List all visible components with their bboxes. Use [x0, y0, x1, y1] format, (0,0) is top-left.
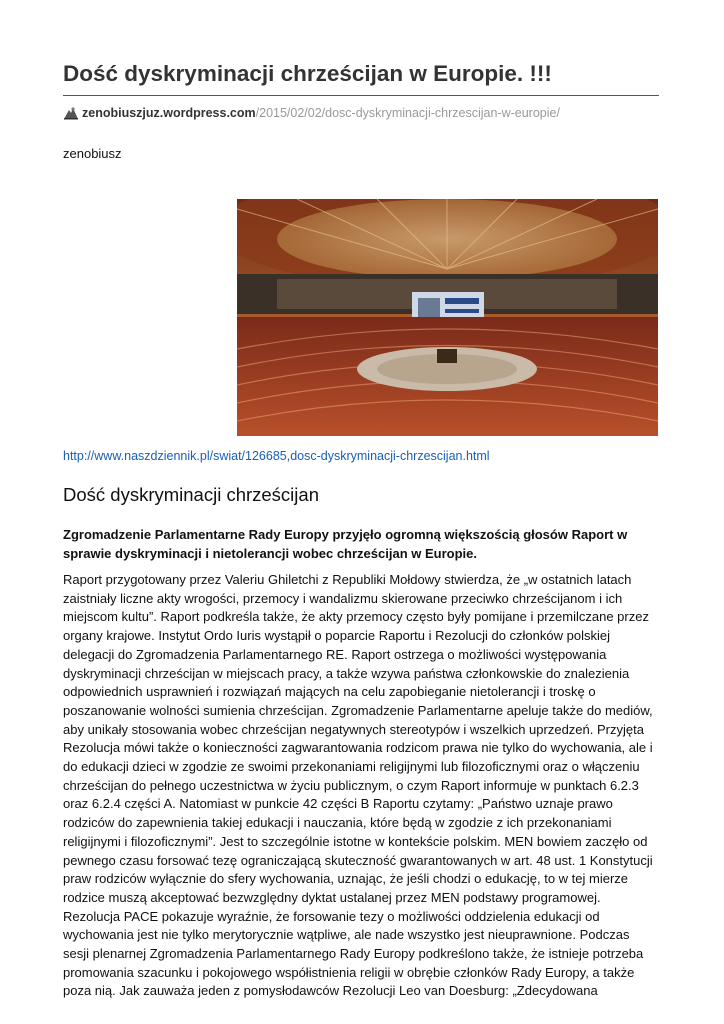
source-path[interactable]: /2015/02/02/dosc-dyskryminacji-chrzescijan-w-europie/ [255, 106, 560, 120]
article-body: Raport przygotowany przez Valeriu Ghiletchi z Republiki Mołdowy stwierdza, że „w ostatnich latach zaistniały liczne akty wrogości, przemocy i wandalizmu skierowane przeciwko chrześcijanom i ich miejscom kultu”. Raport podkreśla także, że akty przemocy często były pomijane i przemilczane przez organy krajowe. Instytut Ordo Iuris wystąpił o poparcie Raportu i Rezolucji do członków polskiej delegacji do Zgromadzenia Parlamentarnego RE. Raport ostrzega o możliwości występowania dyskryminacji chrześcijan w miejscach pracy, a także wzywa państwa członkowskie do znalezienia odpowiednich usprawnień i rozwiązań mających na celu zapobieganie nietolerancji i troskę o poszanowanie wolności sumienia chrześcijan. Zgromadzenie Parlamentarne apeluje także do mediów, aby unikały stosowania wobec chrześcijan negatywnych stereotypów i wszelkich uprzedzeń. Przyjęta Rezolucja mówi także o konieczności zagwarantowania rodzicom prawa nie tylko do wychowania, ale i do edukacji dzieci w zgodzie ze swoimi przekonaniami religijnymi lub filozoficznymi oraz o włączeniu chrześcijan do pełnego uczestnictwa w życiu publicznym, o czym Raport informuje w punktach 6.2.3 oraz 6.2.4 części A. Natomiast w punkcie 42 części B Raportu czytamy: „Państwo uznaje prawo rodziców do zapewnienia takiej edukacji i nauczania, które będą w zgodzie z ich przekonaniami religijnymi i filozoficznymi”. Jest to szczególnie istotne w kontekście polskim. MEN bowiem zaczęło od pewnego czasu forsować tezę ograniczającą skuteczność gwarantowanych w art. 48 ust. 1 Konstytucji praw rodziców wyłącznie do sfery wychowania, uznając, że jeśli chodzi o edukację, to w tej mierze rodzice muszą akceptować bezwzględny dyktat ustalanej przez MEN podstawy programowej. Rezolucja PACE pokazuje wyraźnie, że forsowanie tezy o możliwości oddzielenia edukacji od wychowania jest nie tylko merytorycznie wątpliwe, ale nade wszystko jest nieuprawnione. Podczas sesji plenarnej Zgromadzenia Parlamentarnego Rady Europy podkreślono także, że istnieje potrzeba promowania szacunku i pokojowego współistnienia religii w obrębie członków Rady Europy, a także poza nią. Jak zauważa jeden z pomysłodawców Rezolucji Leo van Doesburg: „Zdecydowana [63, 572, 653, 999]
source-domain[interactable]: zenobiuszjuz.wordpress.com [82, 106, 256, 120]
parliament-chamber-photo [237, 199, 658, 436]
title-divider [63, 95, 659, 96]
document-page [63, 0, 659, 999]
source-article-link[interactable]: http://www.naszdziennik.pl/swiat/126685,dosc-dyskryminacji-chrzescijan.html [63, 449, 490, 463]
author-name: zenobiusz [63, 146, 122, 161]
article-lead: Zgromadzenie Parlamentarne Rady Europy przyjęło ogromną większością głosów Raport w sprawie dyskryminacji i nietolerancji wobec chrześcijan w Europie. [63, 527, 628, 561]
page-title: Dość dyskryminacji chrześcijan w Europie. !!! [63, 61, 552, 86]
article-subheading: Dość dyskryminacji chrześcijan [63, 484, 319, 505]
source-url[interactable] [63, 104, 659, 122]
wordpress-icon [63, 106, 79, 120]
